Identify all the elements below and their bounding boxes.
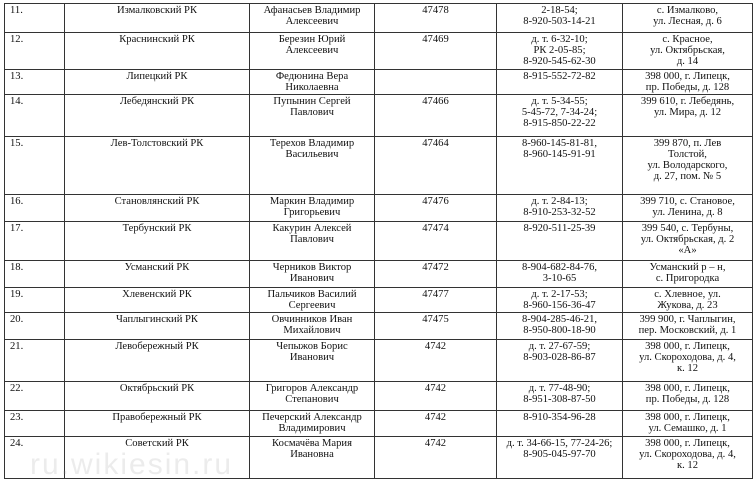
phones-cell-line: 8-960-145-91-91	[523, 149, 596, 160]
phones-cell-line: д. т. 77-48-90;	[528, 383, 591, 394]
person-name-cell-line: Маркин Владимир	[269, 196, 355, 207]
address-cell	[623, 313, 753, 340]
table-row	[5, 340, 753, 382]
address-cell	[623, 95, 753, 137]
phones-cell	[497, 288, 623, 313]
phones-cell	[497, 33, 623, 70]
phones-cell-line: 8-915-552-72-82	[523, 71, 596, 82]
person-name-cell-line: Сергеевич	[288, 300, 336, 311]
phones-cell-line: д. т. 34-66-15, 77-24-26;	[506, 438, 613, 449]
row-number: 11.	[5, 4, 65, 33]
person-name-cell-line: Черников Виктор	[272, 262, 352, 273]
person-name-cell	[250, 437, 375, 479]
row-number: 14.	[5, 95, 65, 137]
row-number: 22.	[5, 382, 65, 411]
phones-cell-line: д. т. 6-32-10;	[531, 34, 588, 45]
person-name-cell-line: Иванович	[289, 273, 335, 284]
person-name-cell-line: Печерский Александр	[262, 412, 362, 423]
row-number: 23.	[5, 411, 65, 437]
person-name-cell-line: Какурин Алексей	[272, 223, 352, 234]
person-name-cell-line: Алексеевич	[285, 16, 339, 27]
phones-cell	[497, 437, 623, 479]
person-name-cell	[250, 261, 375, 288]
phones-cell-line: д. т. 27-67-59;	[528, 341, 591, 352]
phones-cell	[497, 95, 623, 137]
address-cell-line: ул. Володарского,	[647, 160, 728, 171]
district-cell: Левобережный РК	[65, 340, 250, 382]
table-row	[5, 137, 753, 195]
phones-cell-line: 8-920-503-14-21	[523, 16, 596, 27]
person-name-cell-line: Павлович	[290, 107, 334, 118]
phones-cell	[497, 261, 623, 288]
phone-code-cell: 47464	[375, 137, 497, 195]
address-cell	[623, 261, 753, 288]
table-row	[5, 4, 753, 33]
table-row	[5, 195, 753, 222]
address-cell-line: ул. Скороходова, д. 4,	[639, 449, 736, 460]
phones-cell-line: 3-10-65	[542, 273, 577, 284]
phone-code-cell: 47469	[375, 33, 497, 70]
address-cell-line: Толстой,	[668, 149, 707, 160]
address-cell-line: д. 27, пом. № 5	[653, 171, 722, 182]
person-name-cell-line: Владимирович	[278, 423, 346, 434]
phone-code-cell: 47475	[375, 313, 497, 340]
person-name-cell-line: Михайлович	[283, 325, 341, 336]
address-cell-line: ул. Ленина, д. 8	[652, 207, 723, 218]
person-name-cell-line: Павлович	[290, 234, 334, 245]
row-number: 17.	[5, 222, 65, 261]
person-name-cell	[250, 195, 375, 222]
address-cell-line: ул. Семашко, д. 1	[648, 423, 727, 434]
address-cell	[623, 137, 753, 195]
person-name-cell-line: Пупынин Сергей	[273, 96, 351, 107]
district-cell: Лебедянский РК	[65, 95, 250, 137]
address-cell	[623, 382, 753, 411]
address-cell-line: 399 710, с. Становое,	[640, 196, 735, 207]
table-row	[5, 70, 753, 95]
row-number: 16.	[5, 195, 65, 222]
phones-cell	[497, 313, 623, 340]
address-cell	[623, 437, 753, 479]
address-cell	[623, 195, 753, 222]
phones-cell-line: РК 2-05-85;	[533, 45, 586, 56]
phones-cell-line: 8-960-156-36-47	[523, 300, 596, 311]
address-cell-line: 398 000, г. Липецк,	[645, 383, 730, 394]
address-cell-line: ул. Лесная, д. 6	[653, 16, 722, 27]
address-cell-line: пр. Победы, д. 128	[645, 82, 730, 93]
phones-cell	[497, 195, 623, 222]
contacts-table	[4, 3, 753, 479]
person-name-cell-line: Афанасьев Владимир	[263, 5, 361, 16]
district-cell: Тербунский РК	[65, 222, 250, 261]
person-name-cell-line: Степанович	[285, 394, 339, 405]
row-number: 19.	[5, 288, 65, 313]
address-cell-line: ул. Скороходова, д. 4,	[639, 352, 736, 363]
address-cell-line: пер. Московский, д. 1	[638, 325, 737, 336]
district-cell: Чаплыгинский РК	[65, 313, 250, 340]
address-cell	[623, 340, 753, 382]
person-name-cell	[250, 137, 375, 195]
phones-cell-line: 8-920-545-62-30	[523, 56, 596, 67]
phone-code-cell: 47466	[375, 95, 497, 137]
person-name-cell-line: Григорьевич	[283, 207, 341, 218]
watermark: ru.wikiesin.ru	[30, 448, 234, 481]
person-name-cell-line: Пальчиков Василий	[267, 289, 357, 300]
phones-cell-line: д. т. 2-17-53;	[531, 289, 588, 300]
phones-cell-line: 5-45-72, 7-34-24;	[521, 107, 598, 118]
address-cell-line: 399 540, с. Тербуны,	[641, 223, 734, 234]
phones-cell-line: 8-903-028-86-87	[523, 352, 596, 363]
phone-code-cell: 47474	[375, 222, 497, 261]
address-cell	[623, 70, 753, 95]
address-cell-line: ул. Мира, д. 12	[653, 107, 722, 118]
address-cell-line: 399 610, г. Лебедянь,	[640, 96, 735, 107]
row-number: 15.	[5, 137, 65, 195]
address-cell-line: к. 12	[676, 460, 699, 471]
person-name-cell-line: Федюнина Вера	[275, 71, 349, 82]
district-cell: Правобережный РК	[65, 411, 250, 437]
person-name-cell-line: Григоров Александр	[265, 383, 359, 394]
address-cell-line: ул. Октябрьская,	[650, 45, 725, 56]
person-name-cell	[250, 313, 375, 340]
person-name-cell-line: Васильевич	[285, 149, 339, 160]
person-name-cell	[250, 33, 375, 70]
row-number: 18.	[5, 261, 65, 288]
table-row	[5, 437, 753, 479]
phone-code-cell: 47477	[375, 288, 497, 313]
address-cell-line: с. Пригородка	[655, 273, 720, 284]
phone-code-cell: 47478	[375, 4, 497, 33]
phones-cell-line: д. т. 5-34-55;	[531, 96, 588, 107]
person-name-cell-line: Николаевна	[285, 82, 339, 93]
table-row	[5, 411, 753, 437]
phones-cell-line: д. т. 2-84-13;	[531, 196, 588, 207]
phones-cell-line: 8-905-045-97-70	[523, 449, 596, 460]
person-name-cell	[250, 222, 375, 261]
address-cell	[623, 33, 753, 70]
address-cell	[623, 4, 753, 33]
address-cell-line: Жукова, д. 23	[657, 300, 718, 311]
table-row	[5, 222, 753, 261]
person-name-cell	[250, 411, 375, 437]
phones-cell-line: 8-910-354-96-28	[523, 412, 596, 423]
address-cell	[623, 222, 753, 261]
address-cell-line: с. Красное,	[662, 34, 713, 45]
table-row	[5, 261, 753, 288]
phones-cell-line: 8-950-800-18-90	[523, 325, 596, 336]
phones-cell	[497, 137, 623, 195]
phones-cell-line: 8-920-511-25-39	[523, 223, 596, 234]
person-name-cell-line: Ивановна	[290, 449, 334, 460]
address-cell-line: с. Хлевное, ул.	[654, 289, 721, 300]
address-cell-line: пр. Победы, д. 128	[645, 394, 730, 405]
address-cell-line: к. 12	[676, 363, 699, 374]
phone-code-cell: 4742	[375, 411, 497, 437]
table-row	[5, 313, 753, 340]
phones-cell-line: 8-904-682-84-76,	[521, 262, 598, 273]
phone-code-cell: 4742	[375, 340, 497, 382]
district-cell: Краснинский РК	[65, 33, 250, 70]
address-cell-line: с. Измалково,	[656, 5, 719, 16]
phones-cell-line: 2-18-54;	[541, 5, 578, 16]
district-cell: Октябрьский РК	[65, 382, 250, 411]
person-name-cell-line: Чепыжов Борис	[276, 341, 348, 352]
district-cell: Лев-Толстовский РК	[65, 137, 250, 195]
district-cell: Усманский РК	[65, 261, 250, 288]
phone-code-cell: 4742	[375, 382, 497, 411]
person-name-cell	[250, 382, 375, 411]
address-cell-line: 398 000, г. Липецк,	[645, 412, 730, 423]
district-cell: Становлянский РК	[65, 195, 250, 222]
phones-cell	[497, 70, 623, 95]
address-cell-line: 399 870, п. Лев	[653, 138, 722, 149]
phones-cell-line: 8-915-850-22-22	[523, 118, 596, 129]
address-cell-line: 398 000, г. Липецк,	[645, 341, 730, 352]
table-body	[5, 4, 753, 479]
phones-cell-line: 8-960-145-81-81,	[521, 138, 598, 149]
phones-cell	[497, 222, 623, 261]
row-number: 13.	[5, 70, 65, 95]
person-name-cell-line: Иванович	[289, 352, 335, 363]
person-name-cell-line: Березин Юрий	[278, 34, 346, 45]
phone-code-cell: 47476	[375, 195, 497, 222]
table-row	[5, 382, 753, 411]
address-cell-line: 399 900, г. Чаплыгин,	[639, 314, 736, 325]
row-number: 24.	[5, 437, 65, 479]
district-cell: Хлевенский РК	[65, 288, 250, 313]
address-cell	[623, 288, 753, 313]
phone-code-cell: 4742	[375, 437, 497, 479]
table-row	[5, 95, 753, 137]
phones-cell-line: 8-951-308-87-50	[523, 394, 596, 405]
district-cell: Измалковский РК	[65, 4, 250, 33]
address-cell-line: 398 000, г. Липецк,	[645, 438, 730, 449]
phone-code-cell	[375, 70, 497, 95]
person-name-cell	[250, 340, 375, 382]
phones-cell	[497, 340, 623, 382]
phone-code-cell: 47472	[375, 261, 497, 288]
row-number: 20.	[5, 313, 65, 340]
person-name-cell	[250, 70, 375, 95]
row-number: 12.	[5, 33, 65, 70]
district-cell: Советский РК	[65, 437, 250, 479]
address-cell-line: ул. Октябрьская, д. 2	[640, 234, 735, 245]
address-cell	[623, 411, 753, 437]
address-cell-line: «А»	[678, 245, 697, 256]
person-name-cell-line: Алексеевич	[285, 45, 339, 56]
address-cell-line: 398 000, г. Липецк,	[645, 71, 730, 82]
phones-cell	[497, 382, 623, 411]
table-row	[5, 33, 753, 70]
address-cell-line: Усманский р – н,	[649, 262, 726, 273]
row-number: 21.	[5, 340, 65, 382]
phones-cell-line: 8-904-285-46-21,	[521, 314, 598, 325]
district-cell: Липецкий РК	[65, 70, 250, 95]
phones-cell	[497, 4, 623, 33]
phones-cell-line: 8-910-253-32-52	[523, 207, 596, 218]
person-name-cell-line: Космачёва Мария	[272, 438, 352, 449]
person-name-cell	[250, 95, 375, 137]
phones-cell	[497, 411, 623, 437]
person-name-cell-line: Овчинников Иван	[271, 314, 353, 325]
person-name-cell	[250, 4, 375, 33]
person-name-cell	[250, 288, 375, 313]
address-cell-line: д. 14	[676, 56, 699, 67]
table-row	[5, 288, 753, 313]
person-name-cell-line: Терехов Владимир	[269, 138, 355, 149]
